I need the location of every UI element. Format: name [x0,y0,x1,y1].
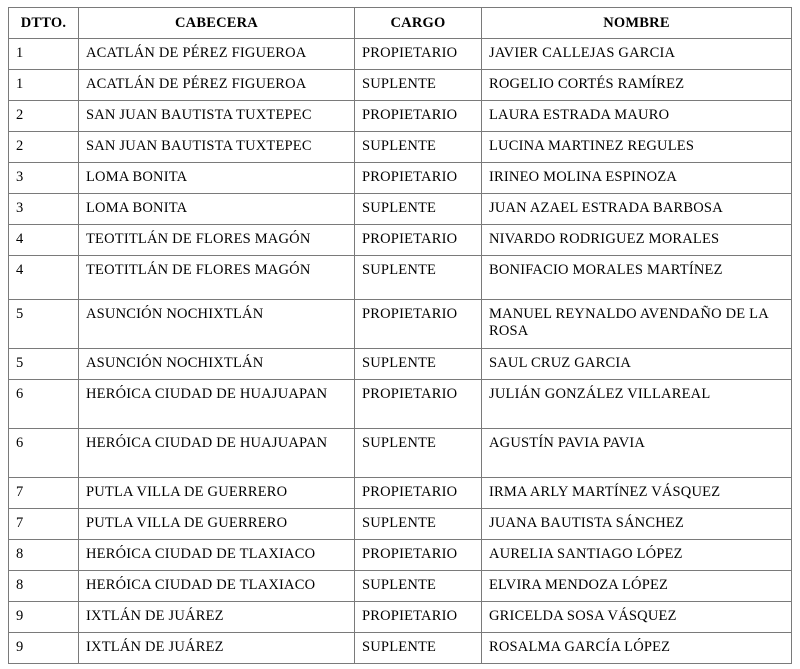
cell-nombre: AGUSTÍN PAVIA PAVIA [482,429,792,478]
table-row [9,163,792,194]
cell-nombre: ROGELIO CORTÉS RAMÍREZ [482,70,792,101]
cell-distrito: 2 [9,132,79,163]
cell-distrito: 8 [9,571,79,602]
cell-cargo: SUPLENTE [355,633,482,664]
cell-cabecera: SAN JUAN BAUTISTA TUXTEPEC [79,101,355,132]
cell-cargo: SUPLENTE [355,256,482,300]
table-body [9,39,792,664]
cell-cabecera: HERÓICA CIUDAD DE HUAJUAPAN [79,380,355,429]
cell-cargo: SUPLENTE [355,429,482,478]
cell-distrito: 9 [9,633,79,664]
cell-cabecera: TEOTITLÁN DE FLORES MAGÓN [79,256,355,300]
cell-cabecera: IXTLÁN DE JUÁREZ [79,602,355,633]
cell-nombre: BONIFACIO MORALES MARTÍNEZ [482,256,792,300]
table-header-row [9,8,792,39]
cell-cabecera: LOMA BONITA [79,163,355,194]
cell-distrito: 3 [9,163,79,194]
table-row [9,478,792,509]
cell-distrito: 1 [9,39,79,70]
cell-cargo: SUPLENTE [355,509,482,540]
cell-nombre: LAURA ESTRADA MAURO [482,101,792,132]
header-cabecera: CABECERA [79,8,355,39]
cell-cabecera: IXTLÁN DE JUÁREZ [79,633,355,664]
table-row [9,70,792,101]
cell-cargo: PROPIETARIO [355,540,482,571]
cell-cabecera: ACATLÁN DE PÉREZ FIGUEROA [79,70,355,101]
table-row [9,256,792,300]
cell-cabecera: HERÓICA CIUDAD DE HUAJUAPAN [79,429,355,478]
cell-cargo: SUPLENTE [355,349,482,380]
cell-cargo: PROPIETARIO [355,478,482,509]
table-row [9,349,792,380]
cell-nombre: AURELIA SANTIAGO LÓPEZ [482,540,792,571]
cell-cabecera: ASUNCIÓN NOCHIXTLÁN [79,349,355,380]
cell-cabecera: SAN JUAN BAUTISTA TUXTEPEC [79,132,355,163]
cell-nombre: SAUL CRUZ GARCIA [482,349,792,380]
cell-cargo: SUPLENTE [355,194,482,225]
cell-cabecera: HERÓICA CIUDAD DE TLAXIACO [79,571,355,602]
cell-cabecera: ASUNCIÓN NOCHIXTLÁN [79,300,355,349]
header-nombre: NOMBRE [482,8,792,39]
cell-distrito: 9 [9,602,79,633]
cell-distrito: 8 [9,540,79,571]
cell-distrito: 3 [9,194,79,225]
cell-nombre: ROSALMA GARCÍA LÓPEZ [482,633,792,664]
table-row [9,225,792,256]
cell-cargo: SUPLENTE [355,571,482,602]
cell-nombre: JAVIER CALLEJAS GARCIA [482,39,792,70]
candidates-table [8,7,792,664]
cell-nombre: MANUEL REYNALDO AVENDAÑO DE LA ROSA [482,300,792,349]
cell-cabecera: LOMA BONITA [79,194,355,225]
cell-distrito: 4 [9,225,79,256]
cell-distrito: 6 [9,429,79,478]
cell-cabecera: PUTLA VILLA DE GUERRERO [79,509,355,540]
table-row [9,509,792,540]
cell-distrito: 5 [9,300,79,349]
cell-cargo: PROPIETARIO [355,225,482,256]
cell-distrito: 6 [9,380,79,429]
table-row [9,633,792,664]
cell-cargo: PROPIETARIO [355,163,482,194]
table-row [9,571,792,602]
table-row [9,540,792,571]
cell-nombre: IRMA ARLY MARTÍNEZ VÁSQUEZ [482,478,792,509]
cell-cabecera: ACATLÁN DE PÉREZ FIGUEROA [79,39,355,70]
cell-cargo: SUPLENTE [355,70,482,101]
cell-cargo: SUPLENTE [355,132,482,163]
cell-distrito: 4 [9,256,79,300]
cell-cargo: PROPIETARIO [355,101,482,132]
cell-distrito: 2 [9,101,79,132]
cell-nombre: JUAN AZAEL ESTRADA BARBOSA [482,194,792,225]
cell-nombre: LUCINA MARTINEZ REGULES [482,132,792,163]
cell-nombre: IRINEO MOLINA ESPINOZA [482,163,792,194]
cell-nombre: GRICELDA SOSA VÁSQUEZ [482,602,792,633]
cell-cabecera: PUTLA VILLA DE GUERRERO [79,478,355,509]
header-cargo: CARGO [355,8,482,39]
table-row [9,300,792,349]
table-row [9,132,792,163]
cell-distrito: 1 [9,70,79,101]
cell-cabecera: TEOTITLÁN DE FLORES MAGÓN [79,225,355,256]
cell-nombre: NIVARDO RODRIGUEZ MORALES [482,225,792,256]
cell-nombre: JUANA BAUTISTA SÁNCHEZ [482,509,792,540]
table-row [9,101,792,132]
table-row [9,429,792,478]
cell-distrito: 7 [9,509,79,540]
table-row [9,602,792,633]
table-row [9,380,792,429]
header-distrito: DTTO. [9,8,79,39]
cell-cargo: PROPIETARIO [355,39,482,70]
cell-distrito: 7 [9,478,79,509]
table-row [9,39,792,70]
cell-cargo: PROPIETARIO [355,300,482,349]
cell-cargo: PROPIETARIO [355,602,482,633]
cell-cargo: PROPIETARIO [355,380,482,429]
table-row [9,194,792,225]
cell-nombre: ELVIRA MENDOZA LÓPEZ [482,571,792,602]
cell-distrito: 5 [9,349,79,380]
cell-nombre: JULIÁN GONZÁLEZ VILLAREAL [482,380,792,429]
cell-cabecera: HERÓICA CIUDAD DE TLAXIACO [79,540,355,571]
